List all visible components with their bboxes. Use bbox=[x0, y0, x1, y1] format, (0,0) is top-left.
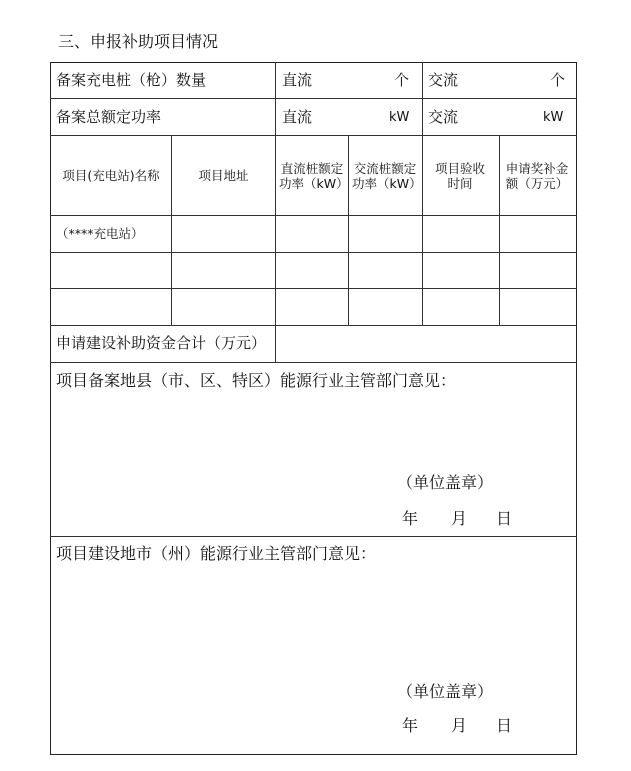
dc-unit: kW bbox=[389, 110, 410, 125]
county-date-year: 年 bbox=[402, 509, 419, 528]
ac-unit: 个 bbox=[550, 71, 566, 89]
city-date-year: 年 bbox=[402, 716, 419, 735]
county-seal-label: （单位盖章） bbox=[397, 473, 494, 492]
column-divider bbox=[348, 135, 349, 325]
ac-label: 交流 bbox=[428, 108, 459, 126]
header-acceptance-time: 项目验收时间 bbox=[434, 160, 485, 191]
county-opinion-title: 项目备案地县（市、区、特区）能源行业主管部门意见： bbox=[56, 371, 457, 390]
row-divider bbox=[50, 536, 577, 537]
total-subsidy-label: 申请建设补助资金合计（万元） bbox=[56, 334, 267, 352]
dc-unit: 个 bbox=[394, 71, 410, 89]
header-ac-power: 交流桩额定功率（kW） bbox=[352, 160, 422, 191]
column-divider bbox=[422, 62, 423, 135]
row-divider bbox=[50, 362, 577, 363]
city-date-day: 日 bbox=[496, 716, 513, 735]
dc-label: 直流 bbox=[282, 108, 313, 126]
column-divider bbox=[275, 62, 276, 135]
column-divider bbox=[499, 135, 500, 325]
city-date-month: 月 bbox=[451, 716, 468, 735]
header-project-name: 项目(充电站)名称 bbox=[62, 167, 160, 183]
county-date-month: 月 bbox=[451, 509, 468, 528]
dc-label: 直流 bbox=[282, 71, 313, 89]
column-divider bbox=[275, 135, 276, 362]
table-cell: （****充电站） bbox=[56, 226, 144, 241]
header-project-address: 项目地址 bbox=[198, 167, 249, 183]
city-opinion-title: 项目建设地市（州）能源行业主管部门意见： bbox=[56, 544, 377, 563]
row-divider bbox=[50, 288, 577, 289]
column-divider bbox=[422, 135, 423, 325]
row-divider bbox=[50, 98, 577, 99]
header-subsidy-amount: 申请奖补金额（万元） bbox=[505, 160, 569, 191]
city-seal-label: （单位盖章） bbox=[397, 682, 494, 701]
header-dc-power: 直流桩额定功率（kW） bbox=[279, 160, 349, 191]
ac-unit: kW bbox=[543, 110, 564, 125]
row-divider bbox=[50, 252, 577, 253]
ac-label: 交流 bbox=[428, 71, 459, 89]
total-power-label: 备案总额定功率 bbox=[56, 108, 162, 126]
row-divider bbox=[50, 215, 577, 216]
row-divider bbox=[50, 325, 577, 326]
county-date-day: 日 bbox=[496, 509, 513, 528]
section-title: 三、申报补助项目情况 bbox=[58, 32, 219, 51]
charger-count-label: 备案充电桩（枪）数量 bbox=[56, 71, 207, 89]
